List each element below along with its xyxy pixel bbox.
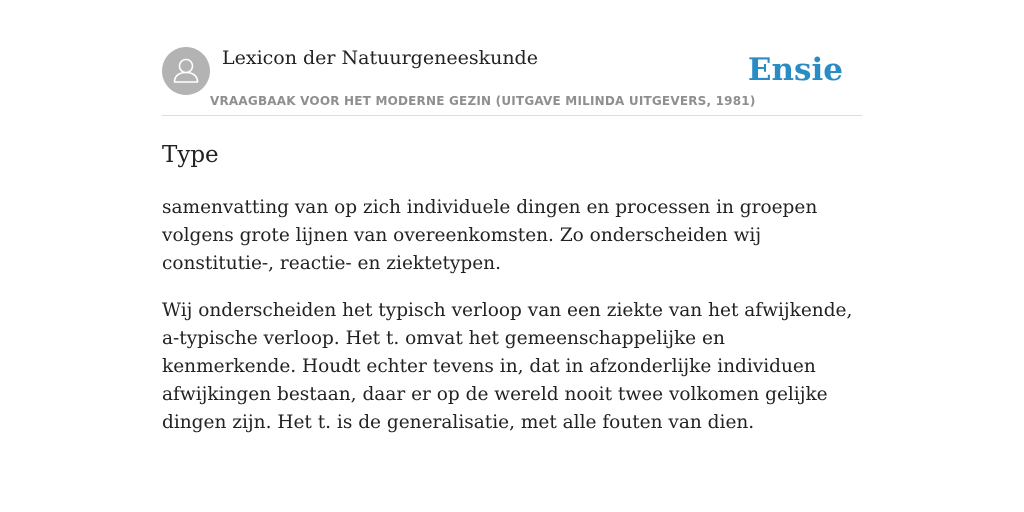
- book-subtitle: VRAAGBAAK VOOR HET MODERNE GEZIN (UITGAVE MILINDA UITGEVERS, 1981): [210, 94, 756, 108]
- entry-paragraph: samenvatting van op zich individuele dingen en processen in groepen volgens grote lijnen van overeenkomsten. Zo onderscheiden wij constitutie-, reactie- en ziektetypen.: [162, 197, 818, 274]
- entry-term: Type: [162, 142, 219, 168]
- entry-content: [162, 194, 862, 437]
- entry-card: [162, 0, 862, 437]
- entry-header: [162, 46, 862, 116]
- user-silhouette-icon: [162, 47, 210, 95]
- book-title[interactable]: Lexicon der Natuurgeneeskunde: [222, 47, 538, 69]
- brand-logo[interactable]: Ensie: [747, 52, 843, 88]
- entry-paragraph: Wij onderscheiden het typisch verloop van een ziekte van het afwijkende, a-typische verloop. Het t. omvat het gemeenschappelijke en kenmerkende. Houdt echter tevens in, dat in afzonderlijke individuen afwijkingen bestaan, daar er op de wereld nooit twee volkomen gelijke dingen zijn. Het t. is de generalisatie, met alle fouten van dien.: [162, 300, 853, 433]
